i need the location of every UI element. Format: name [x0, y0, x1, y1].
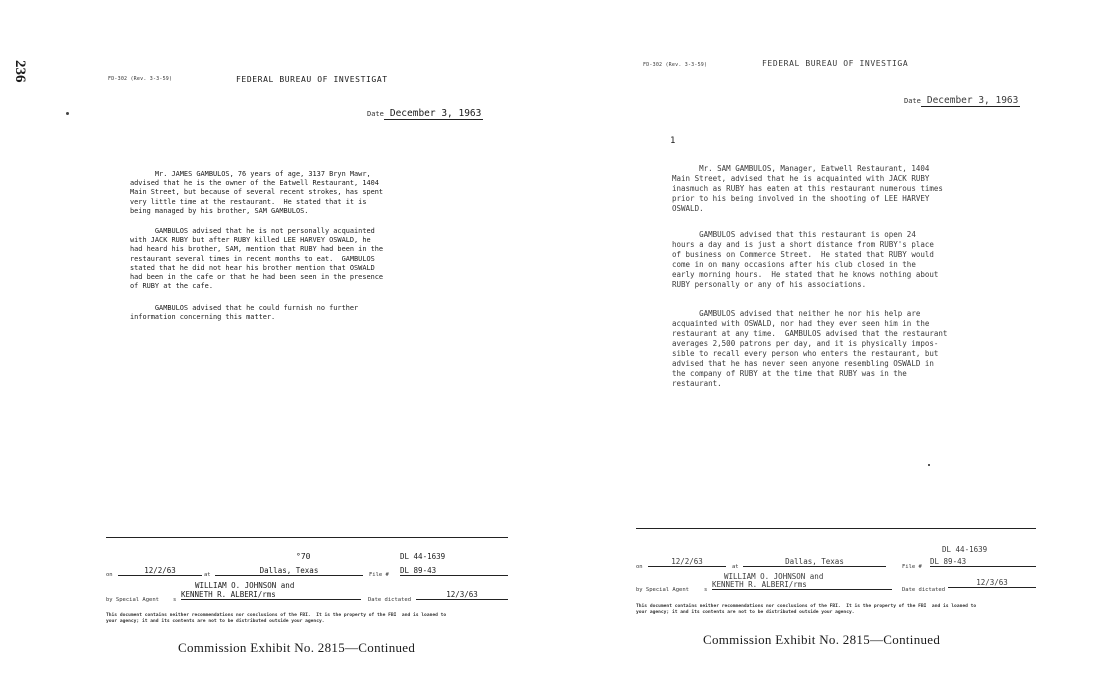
right-file-no-2: DL 89-43 — [930, 557, 1036, 567]
right-exhibit-caption: Commission Exhibit No. 2815—Continued — [703, 632, 941, 647]
right-disclaimer: This document contains neither recommendations nor conclusions of the FBI. It is the property of the FBI and is loaned to your agency; it and its contents are not to be distributed outside your agency. — [636, 604, 977, 615]
right-file-label: File # — [902, 564, 922, 570]
left-exhibit-caption: Commission Exhibit No. 2815—Continued — [178, 640, 416, 655]
right-paragraph-2: GAMBULOS advised that this restaurant is open 24 hours a day and is just a short distance from RUBY's place of business on Commerce Street. He stated that RUBY would come in on many occasions after his club closed in the early morning hours. He stated that he knows nothing about RUBY personally or any of his associations. — [672, 230, 939, 289]
right-on-date: 12/2/63 — [648, 557, 726, 567]
left-paragraph-3: GAMBULOS advised that he could furnish no further information concerning this matter. — [130, 304, 359, 322]
left-paragraph-1: Mr. JAMES GAMBULOS, 76 years of age, 3137 Bryn Mawr, advised that he is the owner of the Eatwell Restaurant, 1404 Main Street, but because of several recent strokes, has spent very little time at the restaurant. He stated that it is being managed by his brother, SAM GAMBULOS. — [130, 170, 384, 215]
left-file-no-1: DL 44-1639 — [400, 552, 446, 561]
right-at-label: at — [732, 564, 739, 570]
left-file-no-2: DL 89-43 — [400, 566, 508, 576]
right-bureau-heading: FEDERAL BUREAU OF INVESTIGA — [762, 59, 909, 68]
left-on-date: 12/2/63 — [118, 566, 202, 576]
left-date: December 3, 1963 — [384, 108, 484, 120]
right-speck — [928, 464, 930, 466]
left-disclaimer: This document contains neither recommendations nor conclusions of the FBI. It is the property of the FBI and is loaned to your agency; it and its contents are not to be distributed outside your agency. — [106, 613, 447, 624]
right-date: December 3, 1963 — [921, 95, 1021, 107]
right-paragraph-3: GAMBULOS advised that neither he nor his help are acquainted with OSWALD, nor had they ever seen him in the restaurant at any time. GAMBULOS advised that the restaurant averages 2,500 patrons per day, and it is physically impos- sible to recall every person who enters the restaurant, but advised that he has never seen anyone resembling OSWALD in the company of RUBY at the time that RUBY was in the restaurant. — [672, 309, 948, 388]
left-dictated-date: 12/3/63 — [416, 590, 508, 600]
left-file-label: File # — [369, 572, 389, 578]
right-form-code: FD-302 (Rev. 3-3-59) — [643, 62, 708, 68]
right-date-label: Date — [904, 97, 921, 105]
left-location: Dallas, Texas — [215, 566, 363, 576]
left-paragraph-2: GAMBULOS advised that he is not personally acquainted with JACK RUBY but after RUBY killed LEE HARVEY OSWALD, he had heard his brother, SAM, mention that RUBY had been in the restaurant several times in recent months to eat. GAMBULOS stated that he did not hear his brother mention that OSWALD had been in the cafe or that he had been seen in the presence of RUBY at the cafe. — [130, 227, 384, 291]
left-agent-2: KENNETH R. ALBERI/rms — [181, 590, 361, 600]
left-form-code: FD-302 (Rev. 3-3-59) — [108, 76, 173, 82]
left-at-label: at — [204, 572, 211, 578]
left-agent-1: WILLIAM O. JOHNSON and — [195, 581, 295, 590]
right-dictated-label: Date dictated — [902, 587, 946, 593]
left-date-label: Date — [367, 110, 384, 118]
right-dictated-date: 12/3/63 — [948, 578, 1036, 588]
right-date-line — [904, 88, 1020, 107]
right-on-label: on — [636, 564, 643, 570]
left-punch-dot — [66, 112, 69, 115]
right-divider — [636, 528, 1036, 529]
right-file-no-1: DL 44-1639 — [942, 545, 988, 554]
right-agent-label: by Special Agent — [636, 587, 689, 593]
page-number: 236 — [12, 60, 28, 83]
left-agent-prefix: s — [173, 597, 177, 603]
right-agent-prefix: s — [704, 587, 708, 593]
left-handwritten-mark: °70 — [296, 552, 311, 561]
left-divider — [106, 537, 508, 538]
left-on-label: on — [106, 572, 113, 578]
left-bureau-heading: FEDERAL BUREAU OF INVESTIGAT — [236, 75, 388, 84]
right-agent-1: WILLIAM O. JOHNSON and — [724, 572, 824, 581]
left-agent-label: by Special Agent — [106, 597, 159, 603]
left-dictated-label: Date dictated — [368, 597, 412, 603]
right-page-mark: 1 — [670, 136, 676, 146]
right-location: Dallas, Texas — [743, 557, 886, 567]
left-date-line — [367, 101, 483, 120]
right-paragraph-1: Mr. SAM GAMBULOS, Manager, Eatwell Restaurant, 1404 Main Street, advised that he is acquainted with JACK RUBY inasmuch as RUBY has eaten at this restaurant numerous times prior to his being involved in the shooting of LEE HARVEY OSWALD. — [672, 164, 943, 213]
right-agent-2: KENNETH R. ALBERI/rms — [712, 580, 892, 590]
